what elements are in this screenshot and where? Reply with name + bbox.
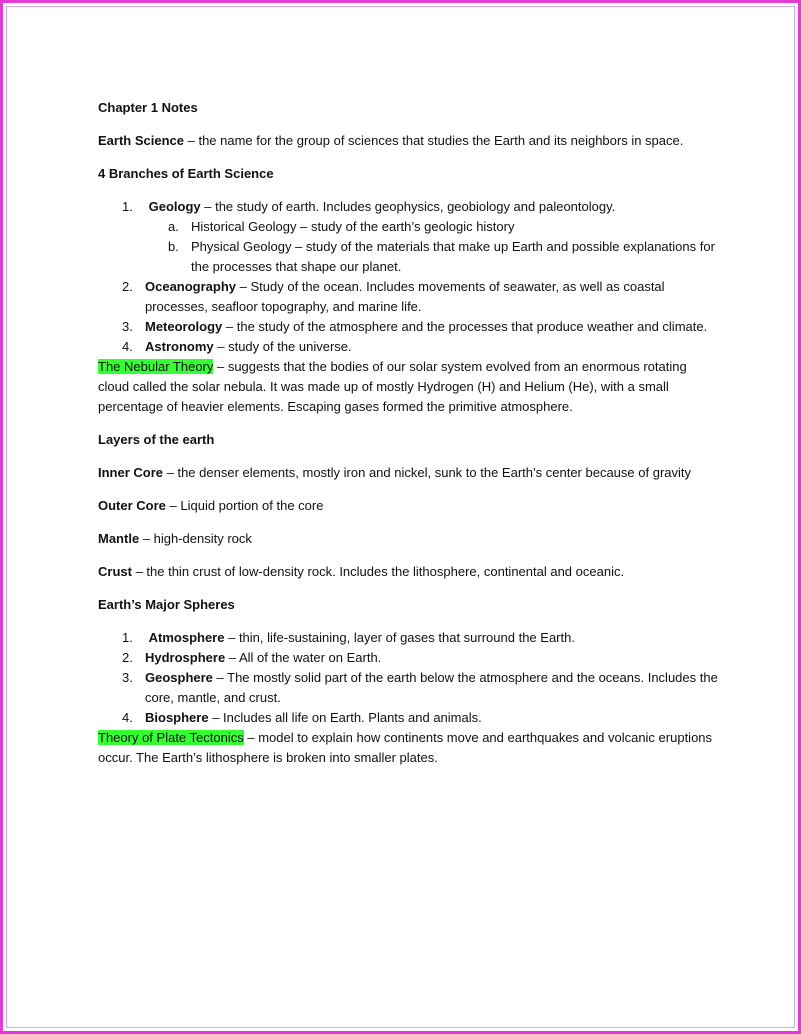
branch-text: – Study of the ocean. Includes movements of seawater, as well as coastal processes, seafloor topography, and marine life. [145, 279, 665, 314]
sub-item [98, 237, 718, 277]
sub-item-text: Historical Geology – study of the earth’s geologic history [191, 219, 515, 234]
layer-crust [98, 562, 718, 582]
branches-heading: 4 Branches of Earth Science [98, 166, 274, 181]
nebular-theory-term: The Nebular Theory [98, 359, 214, 374]
list-number: 3. [122, 670, 133, 685]
layer-text: – the denser elements, mostly iron and nickel, sunk to the Earth’s center because of gravity [163, 465, 692, 480]
chapter-title: Chapter 1 Notes [98, 100, 198, 115]
layers-heading: Layers of the earth [98, 432, 215, 447]
sphere-term: Geosphere [145, 670, 213, 685]
branch-text: – the study of earth. Includes geophysics, geobiology and paleontology. [200, 199, 616, 214]
branches-list [98, 197, 718, 357]
sub-item [98, 217, 718, 237]
sphere-item-geosphere [98, 668, 718, 708]
list-number: 1. [122, 630, 133, 645]
layer-text: – Liquid portion of the core [165, 498, 324, 513]
list-number: 3. [122, 319, 133, 334]
list-number: 4. [122, 710, 133, 725]
layer-inner-core [98, 463, 718, 483]
sphere-term: Biosphere [145, 710, 209, 725]
sphere-text: – Includes all life on Earth. Plants and animals. [208, 710, 482, 725]
branch-text: – study of the universe. [213, 339, 352, 354]
spheres-heading: Earth’s Major Spheres [98, 597, 235, 612]
list-letter: b. [168, 239, 179, 254]
branch-item-geology [98, 197, 718, 277]
list-letter: a. [168, 219, 179, 234]
branch-term: Astronomy [145, 339, 214, 354]
plate-tectonics-text: – model to explain how continents move and earthquakes and volcanic eruptions occur. The Earth’s lithosphere is broken into smaller plates. [98, 730, 713, 765]
earth-science-definition [98, 131, 718, 151]
spheres-list [98, 628, 718, 728]
layer-term: Crust [98, 564, 132, 579]
earth-science-term: Earth Science [98, 133, 184, 148]
earth-science-text: – the name for the group of sciences that studies the Earth and its neighbors in space. [184, 133, 684, 148]
list-number: 1. [122, 199, 133, 214]
plate-tectonics-term: Theory of Plate Tectonics [98, 730, 244, 745]
geology-sublist [145, 217, 718, 277]
layer-text: – high-density rock [139, 531, 252, 546]
layer-mantle [98, 529, 718, 549]
sub-item-text: Physical Geology – study of the materials that make up Earth and possible explanations for the processes that shape our planet. [191, 239, 715, 274]
sphere-term: Atmosphere [148, 630, 225, 645]
layer-term: Mantle [98, 531, 140, 546]
list-number: 2. [122, 650, 133, 665]
branch-item-astronomy [98, 337, 718, 357]
branch-term: Meteorology [145, 319, 223, 334]
document-page [98, 98, 718, 781]
plate-tectonics-paragraph [98, 728, 718, 768]
sphere-text: – thin, life-sustaining, layer of gases that surround the Earth. [224, 630, 575, 645]
list-number: 2. [122, 279, 133, 294]
sphere-item-biosphere [98, 708, 718, 728]
branch-item-meteorology [98, 317, 718, 337]
list-number: 4. [122, 339, 133, 354]
sphere-item-atmosphere [98, 628, 718, 648]
sphere-term: Hydrosphere [145, 650, 226, 665]
sphere-item-hydrosphere [98, 648, 718, 668]
sphere-text: – All of the water on Earth. [225, 650, 382, 665]
layer-text: – the thin crust of low-density rock. Includes the lithosphere, continental and oceanic. [131, 564, 625, 579]
layer-outer-core [98, 496, 718, 516]
sphere-text: – The mostly solid part of the earth below the atmosphere and the oceans. Includes the core, mantle, and crust. [145, 670, 718, 705]
nebular-theory-paragraph [98, 357, 718, 417]
layer-term: Inner Core [98, 465, 164, 480]
branch-term: Oceanography [145, 279, 237, 294]
nebular-theory-text: – suggests that the bodies of our solar system evolved from an enormous rotating cloud called the solar nebula. It was made up of mostly Hydrogen (H) and Helium (He), with a small percentage of heavier elements. Escaping gases formed the primitive atmosphere. [98, 359, 687, 414]
branch-item-oceanography [98, 277, 718, 317]
layer-term: Outer Core [98, 498, 166, 513]
branch-term: Geology [148, 199, 201, 214]
branch-text: – the study of the atmosphere and the processes that produce weather and climate. [222, 319, 708, 334]
